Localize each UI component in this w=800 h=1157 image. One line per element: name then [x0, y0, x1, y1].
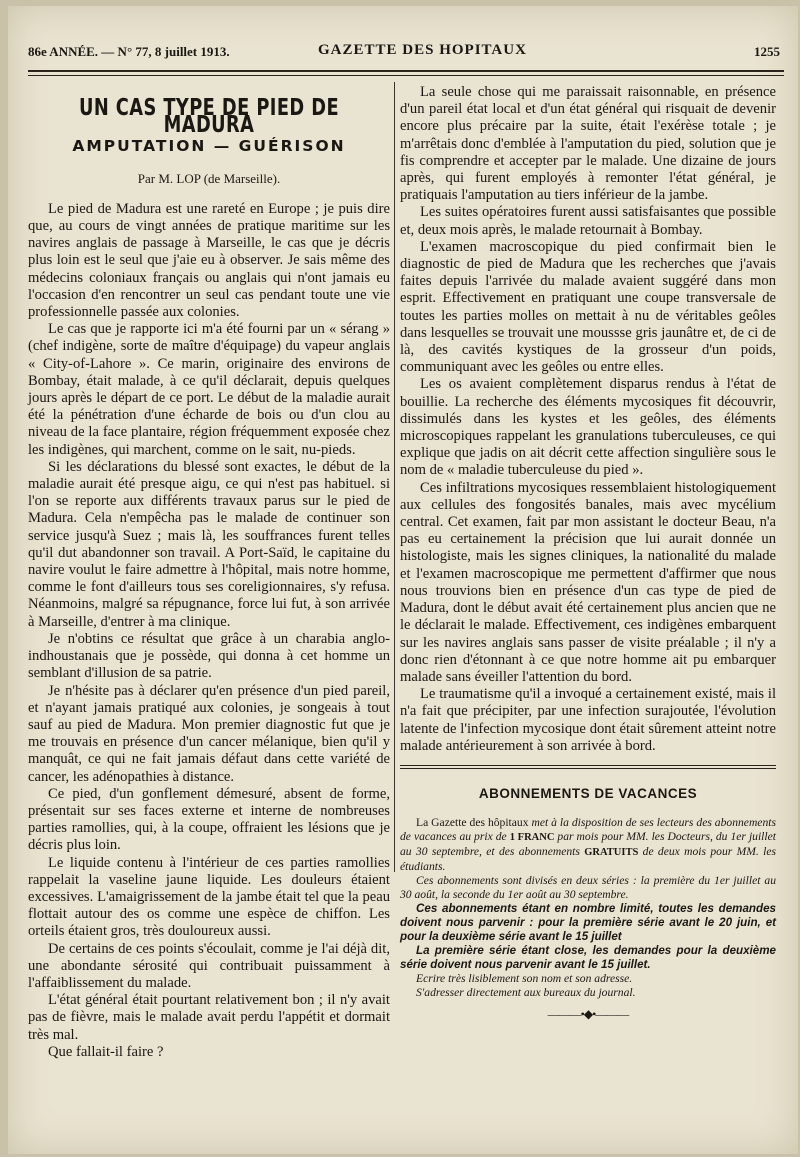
paragraph: Le pied de Madura est une rareté en Europe ; je puis dire que, au cours de vingt années de pratique maritime sur les navires anglais de passage à Marseille, le cas que je décris plus loin est le seul que j'aie eu à observer. Je sais même des médecins coloniaux français ou anglais qui n'ont jamais eu l'occasion d'en rencontrer un seul cas pendant toute une vie professionnelle passée aux colonies. — [28, 200, 390, 321]
paragraph: Le cas que je rapporte ici m'a été fourni par un « sérang » (chef indigène, sorte de maître d'équipage) du vapeur anglais « City-of-Lahore ». Ce marin, originaire des environs de Bombay, était malade, à ce qu'il déclarait, depuis quelques jours après le départ de ce port. Le début de la maladie aurait été la pénétration d'une écharde de bois ou d'un clou au niveau de la face plantaire, région fréquemment exposée chez les indigènes, qui marchent, comme on le sait, nu-pieds. — [28, 321, 390, 458]
column-divider — [394, 82, 395, 872]
article-subtitle: AMPUTATION — GUÉRISON — [72, 137, 346, 156]
abonnements-p4: La première série étant close, les demandes pour la deuxième série doivent nous parvenir avant le 15 juillet. — [400, 944, 776, 972]
paragraph: Je n'obtins ce résultat que grâce à un charabia anglo-indhoustanais que je possède, qui donna à cet homme un semblant d'illusion de sa patrie. — [28, 630, 390, 682]
paragraph: Que fallait-il faire ? — [48, 1043, 164, 1060]
abonnements-p1-f: de deux mois pour MM. les étudiants. — [400, 845, 776, 874]
abonnements-p1-d: par mois pour MM. les Docteurs, du 1er juillet au 30 septembre, et des abonnements — [400, 830, 776, 859]
abonnements-title: ABONNEMENTS DE VACANCES — [478, 785, 698, 801]
abonnements-notice — [400, 816, 776, 1000]
paragraph: De certains de ces points s'écoulait, comme je l'ai déjà dit, une abondante sérosité qui contribuait puissamment à l'affaiblissement du malade. — [28, 940, 390, 991]
paragraph: Le liquide contenu à l'intérieur de ces parties ramollies rappelait la vaseline jaune liquide. Les douleurs étaient excessives. L'amaigrissement de la jambe était tel que la peau flottait autour des os comme une espèce de chiffon. Les orteils étaient gros, très douloureux aussi. — [28, 854, 390, 940]
article-author: Par M. LOP (de Marseille). — [137, 170, 281, 186]
abonnements-p2: Ces abonnements sont divisés en deux séries : la première du 1er juillet au 30 août, la seconde du 1er août au 30 septembre. — [400, 874, 776, 902]
page-number: 1255 — [754, 44, 780, 59]
header-rule — [28, 70, 784, 72]
paragraph: Les os avaient complètement disparus rendus à l'état de bouillie. La recherche des éléments mycosiques fit découvrir, dissimulés dans les kystes et les geôles, des éléments microscopiques rappelant les granulations tuberculeuses, ce qui explique que jadis on ait décrit cette affection singulière sous le nom de « maladie tuberculeuse du pied ». — [400, 376, 776, 479]
abonnements-p5: Ecrire très lisiblement son nom et son adresse. — [416, 972, 633, 986]
left-paragraphs — [28, 201, 390, 1061]
right-paragraphs — [400, 84, 776, 755]
paragraph: Les suites opératoires furent aussi satisfaisantes que possible et, deux mois après, le malade retournait à Bombay. — [400, 204, 776, 238]
paragraph: Si les déclarations du blessé sont exactes, le début de la maladie aurait été presque aigu, ce qui n'est pas habituel. si l'on se reporte aux différents travaux parus sur le pied de Madura. Cela n'empêcha pas le malade de continuer son service jusqu'à Suez ; mais là, les souffrances furent telles qu'il dut abandonner son travail. A Port-Saïd, le capitaine du navire voulut le faire admettre à l'hôpital, mais notre homme, comme le font d'ailleurs tous ses coreligionnaires, s'y refusa. Néanmoins, malgré sa répugnance, force lui fut, à son arrivée à Marseille, d'entrer à ma clinique. — [28, 458, 390, 630]
paragraph: La seule chose qui me paraissait raisonnable, en présence d'un pareil état local et d'un état général qui risquait de devenir encore plus précaire par la suite, était l'exérèse totale ; je m'arrêtais donc d'emblée à l'amputation du pied, solution que je fis comprendre et accepter par le malade. Une dizaine de jours après, qui furent employés à remonter l'état général, je pratiquais l'amputation au tiers inférieur de la jambe. — [400, 84, 776, 204]
paragraph: Ce pied, d'un gonflement démesuré, absent de forme, présentait sur ses faces externe et interne de nombreuses parties ramollies, qui, à la coupe, offraient les lésions que je décris plus loin. — [28, 785, 390, 854]
abonnements-p1 — [400, 816, 776, 874]
paragraph: L'état général était pourtant relativement bon ; il n'y avait pas de fièvre, mais le malade avait perdu l'appétit et dormait très mal. — [28, 992, 390, 1043]
abonnements-free: GRATUITS — [584, 847, 639, 859]
section-rule — [400, 765, 776, 769]
abonnements-p1-b: met à la disposition de ses lecteurs des abonnements de vacances au prix de — [400, 816, 776, 844]
paragraph: Ces infiltrations mycosiques ressemblaient histologiquement aux cellules des fongosités banales, mais avec mycélium central. Cet examen, fait par mon assistant le docteur Beau, n'a pas eu certainement la précision que lui aurait donnée un histologiste, mais les signes cliniques, la nationalité du malade et l'examen macroscopique me permettent d'affirmer que nous nous trouvions bien en présence d'un cas type de pied de Madura, dont le début avait été certainement plus ancien que ne le déclarait le malade. Effectivement, ces indigènes embarquent sur les navires anglais sans passer de visite préalable ; il n'y a donc rien d'étonnant à ce que notre homme ait pu embarquer malade sans éveiller l'attention du bord. — [400, 479, 776, 685]
issue-info: 86e ANNÉE. — N° 77, 8 juillet 1913. — [28, 44, 230, 59]
abonnements-p3: Ces abonnements étant en nombre limité, toutes les demandes doivent nous parvenir : pour la première série avant le 20 juin, et pour la deuxième série avant le 15 juillet — [400, 902, 776, 944]
left-column — [28, 96, 390, 1061]
abonnements-price: 1 FRANC — [509, 832, 555, 844]
article-title: UN CAS TYPE DE PIED DE MADURA — [78, 95, 340, 139]
paragraph: L'examen macroscopique du pied confirmait bien le diagnostic de pied de Madura que les recherches que j'avais faites depuis l'arrivée du malade avaient suggéré dans mon esprit. Effectivement en pratiquant une coupe transversale de toutes les parties molles on mettait à nu de véritables geôles dans lesquelles se trouvait une moussse gris jaunâtre et, de ci de là, des cavités kystiques de la grosseur d'un poids, communiquant avec les geôles ou entre elles. — [400, 238, 776, 376]
page-header — [28, 44, 784, 66]
header-rule-thin — [28, 75, 784, 76]
abonnements-p6: S'adresser directement aux bureaux du journal. — [416, 986, 636, 1000]
right-column — [400, 84, 776, 1023]
abonnements-p1-a: La Gazette des hôpitaux — [416, 816, 529, 830]
journal-title: GAZETTE DES HOPITAUX — [318, 42, 527, 58]
ornament-divider: ———•◆•——— — [547, 1007, 629, 1022]
paragraph: Je n'hésite pas à déclarer qu'en présence d'un pied pareil, et n'ayant jamais pratiqué aux colonies, je songeais à tout sauf au pied de Madura. Mon premier diagnostic fut que je me trouvais en présence d'un cancer mélanique, bien qu'il y manquât, ce qui ne fait jamais défaut dans cette variété de cancer, les adénopathies à distance. — [28, 682, 390, 785]
paragraph: Le traumatisme qu'il a invoqué a certainement existé, mais il n'a fait que précipiter, par une infection surajoutée, l'évolution latente de l'infection mycosique dont était sûrement atteint notre malade antérieurement à son arrivée à bord. — [400, 686, 776, 754]
